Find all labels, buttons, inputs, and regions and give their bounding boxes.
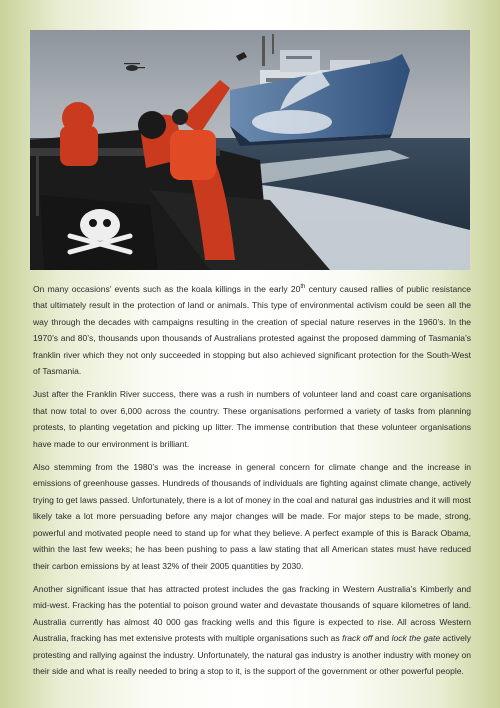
article-body [33,281,471,686]
paragraph-4: Another significant issue that has attracted protest includes the gas fracking in Western Australia’s Kimberly and mid-west. Fracking has the potential to poison ground water and devastate thousands of square kilometres of land. Australia currently has almost 40 000 gas fracking wells and this figure is expected to rise. All across Western Australia, fracking has met extensive protests with multiple organisations such as frack off and lock the gate actively protesting and rallying against the industry. Unfortunately, the natural gas industry is another industry with money on their side and what is really needed to bring a stop to it, is the support of the government or other powerful people. [33,583,472,676]
paragraph-1: On many occasions’ events such as the koala killings in the early 20th century caused rallies of public resistance that ultimately result in the protection of land or animals. This type of environmental activism could be seen all the way through the decades with campaigns resulting in the creation of special nature reserves in the 1960’s. In the 1970’s and 80’s, thousands upon thousands of Australians protested against the proposed damming of Tasmania’s franklin river which they not only succeeded in stopping but also achieved significant protection for the South-West of Tasmania. [33,284,471,377]
paragraph-2: Just after the Franklin River success, there was a rush in numbers of volunteer land and coast care organisations that now total to over 6,000 across the country. These organisations performed a variety of tasks from planning protests, to planting vegetation and picking up litter. The immense contribution that these volunteer organisations have made to our environment is brilliant. [33,389,471,449]
protest-photo [30,30,470,270]
paragraph-3: Also stemming from the 1980’s was the increase in general concern for climate change and the increase in emissions of greenhouse gasses. Hundreds of thousands of individuals are fighting against climate change, actively trying to get laws passed. Unfortunately, there is a lot of money in the coal and natural gas industries and it will most likely take a lot more persuading before any major changes will be made. For major steps to be made, strong, powerful and motivated people need to stand up for what they believe. A perfect example of this is Barack Obama, within the last few weeks; he has been pushing to pass a law stating that all American states must have reduced their carbon emissions by at least 32% of their 2005 quantities by 2030. [33,462,471,571]
